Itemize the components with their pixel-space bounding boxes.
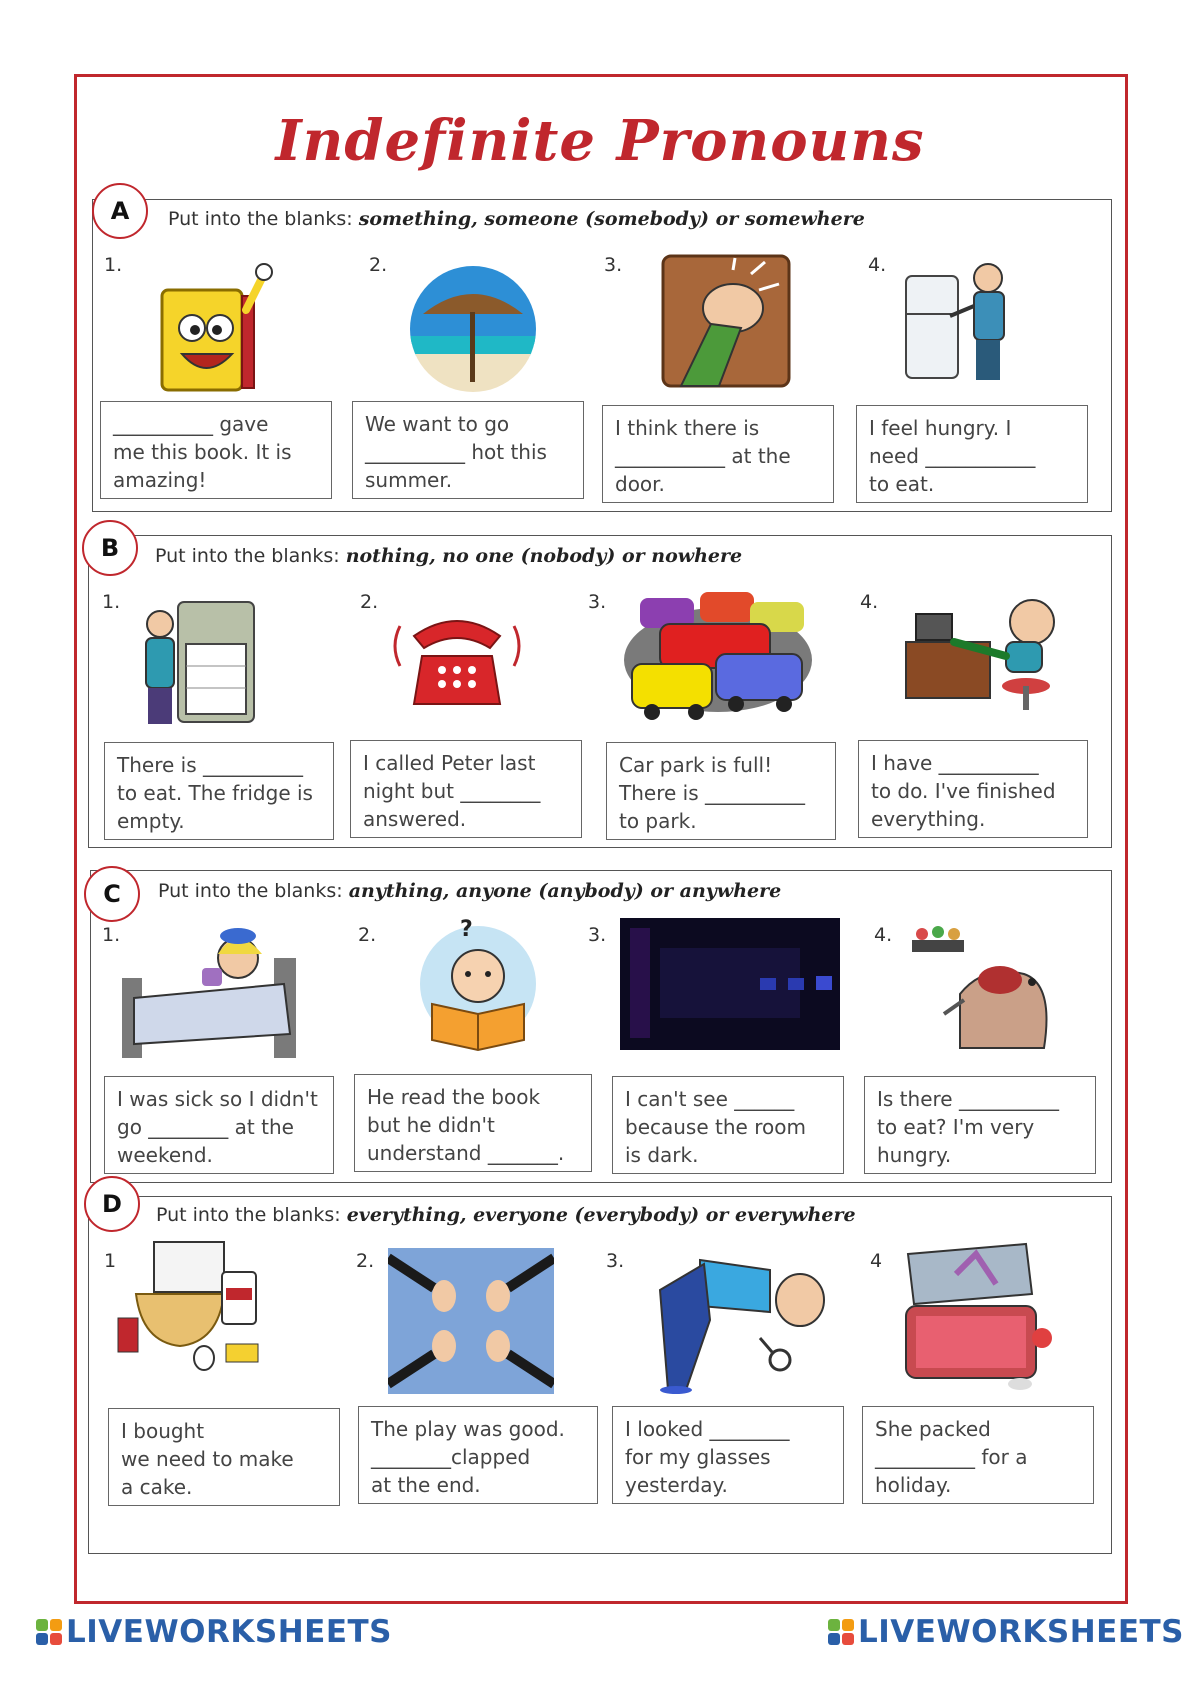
relaxing-man-desk-icon xyxy=(896,586,1066,716)
item-number: 1. xyxy=(104,254,123,276)
item-number: 4 xyxy=(870,1250,883,1272)
sentence-box: I called Peter last night but ________ answered. xyxy=(350,740,582,838)
confused-boy-reading-icon xyxy=(412,914,542,1054)
dark-room-icon xyxy=(620,918,840,1050)
liveworksheets-logo-left[interactable]: LIVEWORKSHEETS xyxy=(36,1614,392,1650)
sentence-box: There is __________ to eat. The fridge is empty. xyxy=(104,742,334,840)
item-number: 3. xyxy=(588,591,607,613)
man-at-fridge-icon xyxy=(900,256,1040,386)
page-title: Indefinite Pronouns xyxy=(275,108,925,174)
item-number: 4. xyxy=(860,591,879,613)
traffic-jam-icon xyxy=(620,584,816,728)
item-number: 2. xyxy=(356,1250,375,1272)
packed-suitcase-icon xyxy=(896,1234,1066,1394)
item-number: 3. xyxy=(588,924,607,946)
beach-umbrella-icon xyxy=(408,264,538,394)
item-number: 3. xyxy=(604,254,623,276)
clapping-hands-icon xyxy=(388,1248,554,1394)
sentence-box: She packed __________ for a holiday. xyxy=(862,1406,1094,1504)
section-d-letter: D xyxy=(84,1176,140,1232)
section-b-instruction: Put into the blanks: nothing, no one (nobody) or nowhere xyxy=(155,545,743,567)
section-c-letter: C xyxy=(84,866,140,922)
section-d-instruction: Put into the blanks: everything, everyone (everybody) or everywhere xyxy=(156,1204,856,1226)
item-number: 1. xyxy=(102,591,121,613)
sentence-box: I think there is ___________ at the door. xyxy=(602,405,834,503)
sentence-box: __________ gave me this book. It is amazing! xyxy=(100,401,332,499)
baking-ingredients-icon xyxy=(114,1238,274,1372)
liveworksheets-icon xyxy=(828,1619,854,1645)
ringing-telephone-icon xyxy=(382,596,532,716)
liveworksheets-logo-right[interactable]: LIVEWORKSHEETS xyxy=(828,1614,1184,1650)
sentence-box: I have __________ to do. I've finished everything. xyxy=(858,740,1088,838)
item-number: 4. xyxy=(874,924,893,946)
section-a-letter: A xyxy=(92,183,148,239)
sentence-box: I bought we need to make a cake. xyxy=(108,1408,340,1506)
sentence-box: Car park is full! There is __________ to park. xyxy=(606,742,836,840)
sick-woman-in-bed-icon xyxy=(114,914,304,1064)
item-number: 3. xyxy=(606,1250,625,1272)
item-number: 2. xyxy=(358,924,377,946)
svg-text:?: ? xyxy=(460,917,473,942)
smiling-book-icon xyxy=(150,250,280,400)
sentence-box: I can't see ______ because the room is dark. xyxy=(612,1076,844,1174)
sentence-box: I was sick so I didn't go ________ at the weekend. xyxy=(104,1076,334,1174)
item-number: 2. xyxy=(360,591,379,613)
item-number: 4. xyxy=(868,254,887,276)
item-number: 1 xyxy=(104,1250,117,1272)
item-number: 2. xyxy=(369,254,388,276)
hungry-monster-icon xyxy=(904,904,1064,1054)
sentence-box: I looked ________ for my glasses yesterday. xyxy=(612,1406,844,1504)
man-with-magnifier-icon xyxy=(650,1250,830,1394)
section-c-instruction: Put into the blanks: anything, anyone (anybody) or anywhere xyxy=(158,880,782,902)
item-number: 1. xyxy=(102,924,121,946)
sentence-box: Is there __________ to eat? I'm very hungry. xyxy=(864,1076,1096,1174)
sentence-box: I feel hungry. I need ___________ to eat. xyxy=(856,405,1088,503)
section-b-letter: B xyxy=(82,520,138,576)
liveworksheets-icon xyxy=(36,1619,62,1645)
section-a-instruction: Put into the blanks: something, someone (somebody) or somewhere xyxy=(168,208,865,230)
knocking-fist-icon xyxy=(661,254,791,388)
sentence-box: He read the book but he didn't understand _______. xyxy=(354,1074,592,1172)
sentence-box: We want to go __________ hot this summer. xyxy=(352,401,584,499)
empty-fridge-icon xyxy=(132,594,262,728)
sentence-box: The play was good. ________clapped at the end. xyxy=(358,1406,598,1504)
